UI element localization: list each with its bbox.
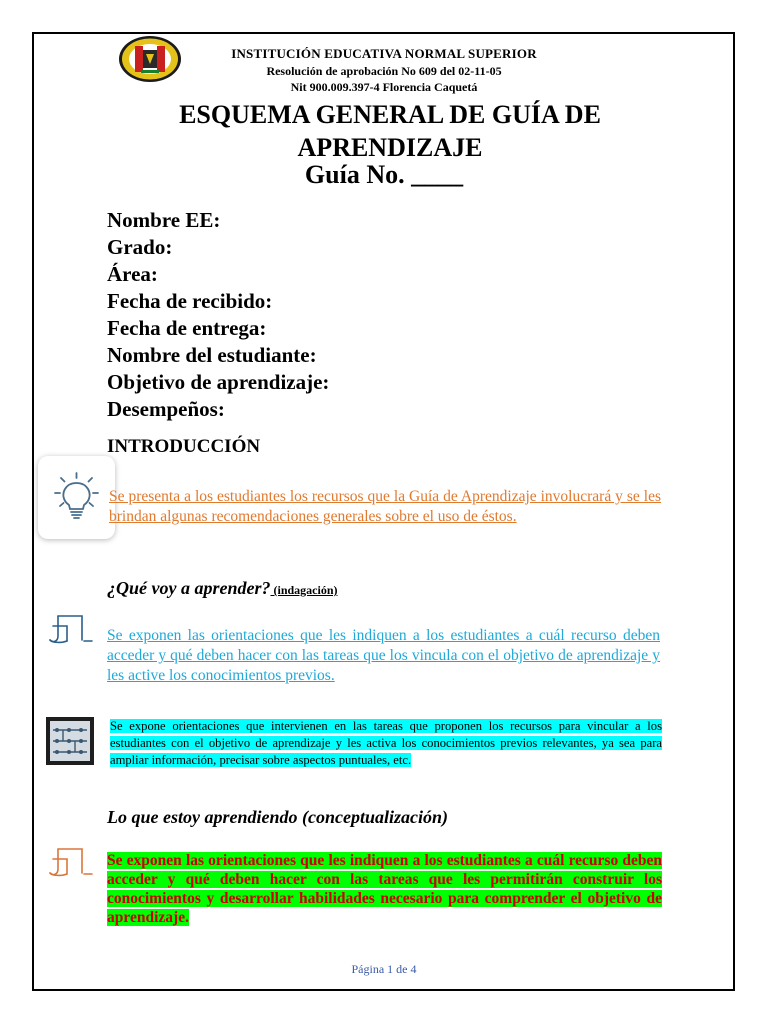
- conceptualization-text: [107, 851, 662, 927]
- field-list: [107, 207, 329, 423]
- field-learning-objective: Objetivo de aprendizaje:: [107, 370, 330, 394]
- book-icon: [44, 610, 94, 652]
- inquiry-text-cyan-highlight: Se expone orientaciones que intervienen en las tareas que proponen los recursos para vincular a los estudiantes con el objetivo de aprendizaje y les activa los conocimientos previos relevantes, ya sea para ampliar información, precisar sobre aspectos puntuales, etc.: [110, 719, 662, 767]
- inquiry-heading-text: ¿Qué voy a aprender?: [107, 578, 271, 598]
- title-line-1: ESQUEMA GENERAL DE GUÍA DE: [179, 100, 601, 129]
- conceptualization-text-highlight: Se exponen las orientaciones que les indiquen a los estudiantes a cuál recurso deben acceder y qué deben hacer con las tareas que les permitirán construir los conocimientos y desarrollar habilidades necesario para comprender el objetivo de aprendizaje.: [107, 852, 662, 926]
- inquiry-text-blue: Se exponen las orientaciones que les indiquen a los estudiantes a cuál recurso deben acceder y qué deben hacer con las tareas que los vincula con el objetivo de aprendizaje y les active los conocimientos previos.: [107, 627, 660, 684]
- nit-line: Nit 900.009.397-4 Florencia Caquetá: [290, 80, 478, 94]
- title-line-2: APRENDIZAJE: [297, 133, 483, 162]
- guide-number: Guía No. ____: [304, 160, 464, 189]
- field-grade: Grado:: [107, 235, 173, 259]
- intro-text: Se presenta a los estudiantes los recursos que la Guía de Aprendizaje involucrará y se les brindan algunas recomendaciones generales sobre el uso de éstos.: [109, 488, 661, 525]
- document-title: [160, 98, 620, 164]
- page-number: Página 1 de 4: [351, 962, 417, 976]
- circuit-icon: [45, 716, 95, 766]
- inquiry-heading: [107, 578, 338, 599]
- conceptualization-heading: Lo que estoy aprendiendo (conceptualización): [107, 807, 448, 827]
- intro-heading: INTRODUCCIÓN: [107, 436, 261, 457]
- lightbulb-icon: [38, 456, 115, 539]
- field-area: Área:: [107, 262, 158, 286]
- field-received-date: Fecha de recibido:: [107, 289, 273, 313]
- inquiry-text-cyan: [110, 718, 662, 769]
- resolution-line: Resolución de aprobación No 609 del 02-11-05: [266, 64, 502, 78]
- field-school: Nombre EE:: [107, 208, 221, 232]
- field-student-name: Nombre del estudiante:: [107, 343, 317, 367]
- field-performances: Desempeños:: [107, 397, 225, 421]
- book-icon: [44, 843, 94, 885]
- institution-name: INSTITUCIÓN EDUCATIVA NORMAL SUPERIOR: [231, 46, 537, 61]
- lightbulb-button[interactable]: [38, 456, 115, 539]
- field-delivery-date: Fecha de entrega:: [107, 316, 267, 340]
- inquiry-heading-note: (indagación): [270, 583, 338, 597]
